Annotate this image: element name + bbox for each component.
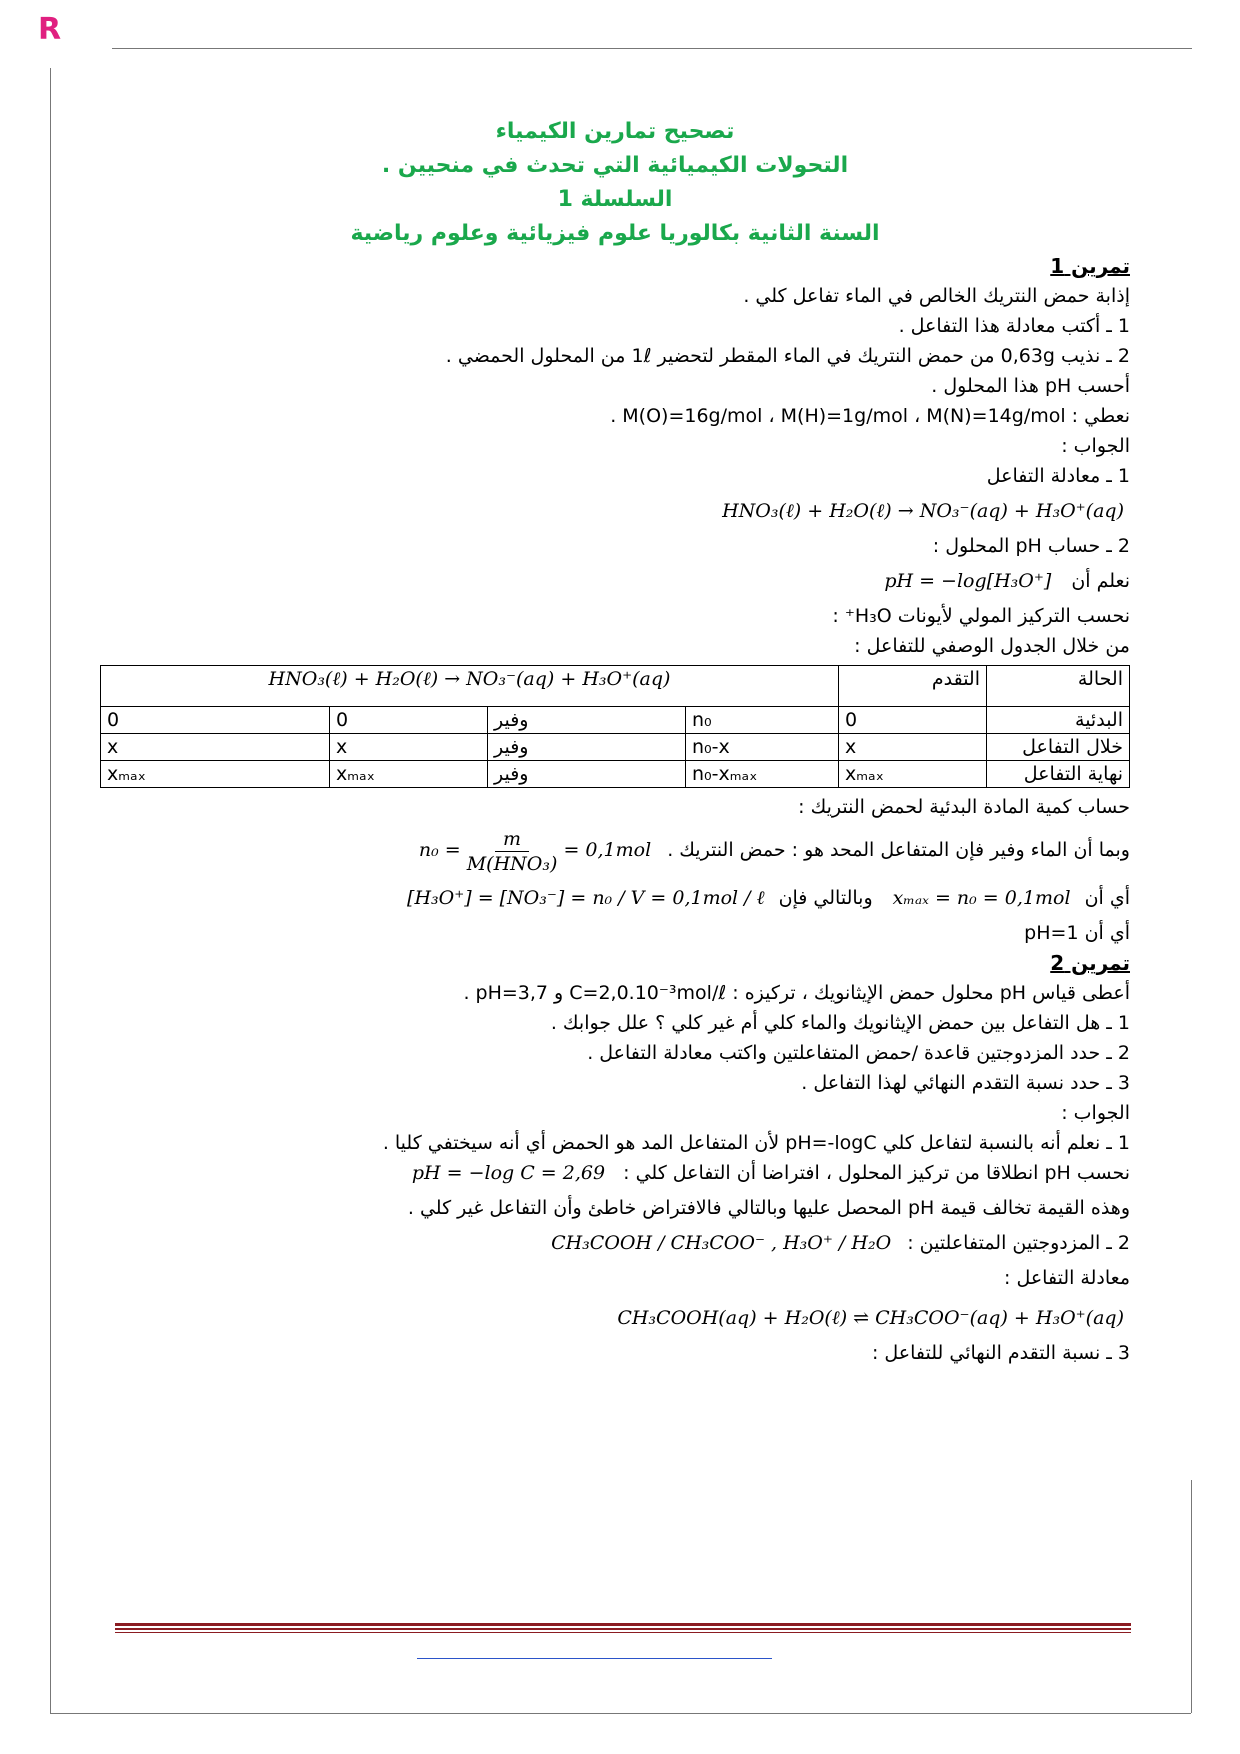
ex1-limiting: وبما أن الماء وفير فإن المتفاعل المحد هو : حمض النتريك . <box>667 839 1130 861</box>
table-cell: n₀-xₘₐₓ <box>686 761 839 788</box>
ex2-heading: تمرين 2 <box>1050 951 1130 975</box>
ex2-eq2: CH₃COOH(aq) + H₂O(ℓ) ⇌ CH₃COO⁻(aq) + H₃O⁺(aq) <box>617 1307 1124 1329</box>
table-cell: البدئية <box>987 707 1130 734</box>
ex2-answer: الجواب : <box>1061 1102 1130 1124</box>
ex1-q2b: أحسب pH هذا المحلول . <box>931 375 1130 397</box>
table-row <box>101 761 1130 788</box>
ex1-eq1: HNO₃(ℓ) + H₂O(ℓ) → NO₃⁻(aq) + H₃O⁺(aq) <box>722 500 1124 522</box>
ex1-know-row <box>100 561 1130 601</box>
n0-numerator: m <box>495 827 529 852</box>
ex2-eq-label: معادلة التفاعل : <box>1004 1267 1130 1289</box>
ex1-therefore: وبالتالي فإن <box>778 887 873 909</box>
ex1-xmax-row <box>100 878 1130 918</box>
ex1-a1: 1 ـ معادلة التفاعل <box>986 465 1130 487</box>
ex2-a1b-row <box>100 1158 1130 1188</box>
table-cell: xₘₐₓ <box>330 761 488 788</box>
table-cell: نهاية التفاعل <box>987 761 1130 788</box>
footer-rule <box>115 1628 1131 1630</box>
footer-rule <box>115 1632 1131 1633</box>
ex1-table-intro: من خلال الجدول الوصفي للتفاعل : <box>854 635 1130 657</box>
ex1-heading: تمرين 1 <box>1050 254 1130 278</box>
title-3: السلسلة 1 <box>557 187 673 212</box>
ex2-q1: 1 ـ هل التفاعل بين حمض الإيثانويك والماء كلي أم غير كلي ؟ علل جوابك . <box>550 1012 1130 1034</box>
table-cell: وفير <box>488 707 686 734</box>
title-4: السنة الثانية بكالوريا علوم فيزيائية وعلوم رياضية <box>350 221 880 246</box>
ex2-a2-eq: CH₃COOH / CH₃COO⁻ , H₃O⁺ / H₂O <box>551 1232 892 1254</box>
table-cell: xₘₐₓ <box>839 761 987 788</box>
table-cell: n₀-x <box>686 734 839 761</box>
right-rule <box>1191 1480 1192 1713</box>
ex1-ph-result: أي أن pH=1 <box>1024 922 1130 944</box>
table-cell: خلال التفاعل <box>987 734 1130 761</box>
ex1-q1: 1 ـ أكتب معادلة هذا التفاعل . <box>898 315 1130 337</box>
table-cell: وفير <box>488 761 686 788</box>
ex2-a2-row <box>100 1228 1130 1258</box>
table-col-state: الحالة <box>987 666 1130 707</box>
bottom-rule <box>50 1713 1191 1714</box>
ex2-a1: 1 ـ نعلم أنه بالنسبة لتفاعل كلي pH=-logC لأن المتفاعل المد هو الحمض أي أنه سيختفي كليا . <box>382 1132 1130 1154</box>
ex1-answer: الجواب : <box>1061 435 1130 457</box>
table-cell: 0 <box>839 707 987 734</box>
ex2-intro: أعطى قياس pH محلول حمض الإيثانويك ، تركيزه : C=2,0.10⁻³mol/ℓ و pH=3,7 . <box>463 982 1130 1004</box>
table-cell: 0 <box>330 707 488 734</box>
table-cell: وفير <box>488 734 686 761</box>
table-row <box>101 734 1130 761</box>
table-cell: 0 <box>101 707 330 734</box>
ex1-eq1-row <box>100 491 1130 531</box>
ex1-a2: 2 ـ حساب pH المحلول : <box>932 535 1130 557</box>
document-body <box>100 115 1130 1368</box>
table-cell: n₀ <box>686 707 839 734</box>
ex1-h3o-eq: [H₃O⁺] = [NO₃⁻] = n₀ / V = 0,1mol / ℓ <box>407 887 765 909</box>
logo: R <box>38 12 62 47</box>
title-2: التحولات الكيميائية التي تحدث في منحيين . <box>381 153 849 178</box>
table-cell: x <box>101 734 330 761</box>
title-1: تصحيح تمارين الكيمياء <box>495 119 735 144</box>
ex2-a2: 2 ـ المزدوجتين المتفاعلتين : <box>907 1232 1130 1254</box>
n0-fraction <box>467 827 558 876</box>
left-rule <box>50 68 51 1713</box>
ex1-given: نعطي : M(O)=16g/mol ، M(H)=1g/mol ، M(N)=14g/mol . <box>610 405 1130 427</box>
ex1-ph-formula: pH = −log[H₃O⁺] <box>884 570 1052 592</box>
table-header-row <box>101 666 1130 707</box>
n0-denominator: M(HNO₃) <box>466 852 558 875</box>
ex2-q3: 3 ـ حدد نسبة التقدم النهائي لهذا التفاعل . <box>801 1072 1130 1094</box>
ex1-intro: إذابة حمض النتريك الخالص في الماء تفاعل كلي . <box>743 285 1130 307</box>
table-col-adv: التقدم <box>839 666 987 707</box>
table-row <box>101 707 1130 734</box>
ex2-q2: 2 ـ حدد المزدوجتين قاعدة /حمض المتفاعلتين واكتب معادلة التفاعل . <box>587 1042 1130 1064</box>
ex1-know: نعلم أن <box>1071 570 1130 592</box>
table-cell: x <box>839 734 987 761</box>
ex2-eq2-row <box>100 1298 1130 1338</box>
n0-lhs: n₀ = <box>418 839 461 861</box>
top-rule <box>112 48 1192 49</box>
ex2-a1b: نحسب pH انطلاقا من تركيز المحلول ، افتراضا أن التفاعل كلي : <box>623 1162 1130 1184</box>
ex1-conc: نحسب التركيز المولي لأيونات H₃O⁺ : <box>832 605 1130 627</box>
ex2-a3: 3 ـ نسبة التقدم النهائي للتفاعل : <box>871 1342 1130 1364</box>
ex1-xmax: xₘₐₓ = n₀ = 0,1mol <box>892 887 1071 909</box>
n0-rhs: = 0,1mol <box>563 839 652 861</box>
ex2-a1b-eq: pH = −log C = 2,69 <box>411 1162 606 1184</box>
ex2-a1c: وهذه القيمة تخالف قيمة pH المحصل عليها وبالتالي فالافتراض خاطئ وأن التفاعل غير كلي . <box>407 1197 1130 1219</box>
ex1-q2: 2 ـ نذيب 0,63g من حمض النتريك في الماء المقطر لتحضير 1ℓ من المحلول الحمضي . <box>445 345 1130 367</box>
table-cell: x <box>330 734 488 761</box>
ex1-n0-row <box>100 822 1130 878</box>
footer-rule <box>115 1623 1131 1626</box>
ex1-n0-formula <box>419 822 651 878</box>
ex1-ay-an: أي أن <box>1084 887 1130 909</box>
footer-link-line <box>417 1658 772 1659</box>
ex1-calc-n: حساب كمية المادة البدئية لحمض النتريك : <box>798 796 1130 818</box>
table-cell: xₘₐₓ <box>101 761 330 788</box>
progress-table <box>100 665 1130 788</box>
table-equation: HNO₃(ℓ) + H₂O(ℓ) → NO₃⁻(aq) + H₃O⁺(aq) <box>101 666 839 707</box>
